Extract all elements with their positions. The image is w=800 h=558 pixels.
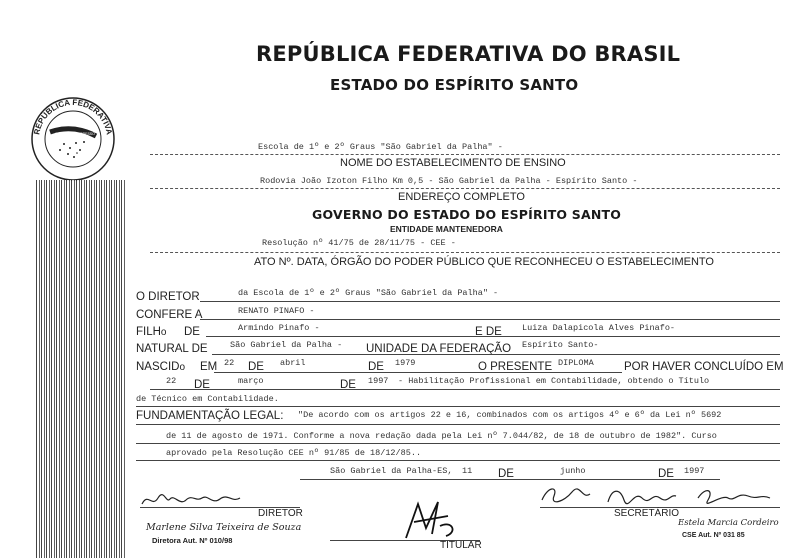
conclusion-year: 1997: [368, 376, 389, 386]
birth-de-label: DE: [248, 361, 264, 373]
school-address-label: ENDEREÇO COMPLETO: [398, 191, 525, 203]
issue-de2-label: DE: [658, 468, 674, 480]
school-name-line: [150, 154, 780, 155]
nascid-label: [136, 361, 185, 373]
security-stripe: [36, 180, 126, 558]
maintainer-name: GOVERNO DO ESTADO DO ESPÍRITO SANTO: [312, 207, 622, 222]
director-signature: [140, 490, 250, 515]
conclusion-line: [150, 389, 780, 390]
director-value: da Escola de 1º e 2º Graus "São Gabriel da Palha" -: [238, 288, 499, 298]
handwritten-signature-icon: [538, 482, 778, 510]
document-subtitle: ESTADO DO ESPÍRITO SANTO: [330, 76, 579, 94]
recognition-act-line: [150, 252, 780, 253]
conclusion-day: 22: [166, 376, 177, 386]
title-line: [136, 406, 780, 407]
natural-value: São Gabriel da Palha -: [230, 340, 343, 350]
legal-line-3: [136, 460, 780, 461]
mother-de-label: E DE: [475, 326, 502, 338]
recognition-act-value: Resolução nº 41/75 de 28/11/75 - CEE -: [262, 238, 456, 248]
legal-basis-label: FUNDAMENTAÇÃO LEGAL:: [136, 410, 284, 422]
birth-em-label: EM: [200, 361, 218, 373]
legal-basis-line-3: aprovado pela Resolução CEE nº 91/85 de 18/12/85..: [166, 448, 422, 458]
concluded-label: POR HAVER CONCLUÍDO EM: [624, 361, 784, 373]
director-sign-label: DIRETOR: [258, 508, 303, 519]
presente-label: O PRESENTE: [478, 361, 553, 373]
nascid-suffix: o: [179, 362, 186, 373]
school-name-label: NOME DO ESTABELECIMENTO DE ENSINO: [340, 157, 566, 169]
parents-line: [206, 336, 780, 337]
director-name: Marlene Silva Teixeira de Souza: [146, 522, 302, 533]
issue-de-label: DE: [498, 468, 514, 480]
filho-prefix: FILH: [136, 326, 161, 338]
school-name-value: Escola de 1º e 2º Graus "São Gabriel da Palha" -: [258, 142, 503, 152]
seal-icon: [30, 96, 116, 182]
document-type: DIPLOMA: [558, 358, 594, 368]
brazil-seal: [30, 96, 116, 182]
conclusion-de-label: DE: [194, 379, 210, 391]
natural-label: NATURAL DE: [136, 343, 208, 355]
document-title: REPÚBLICA FEDERATIVA DO BRASIL: [256, 42, 681, 66]
student-line: [200, 319, 780, 320]
date-line: [300, 479, 720, 480]
birth-month: abril: [280, 358, 306, 368]
birth-de2-label: DE: [368, 361, 384, 373]
school-address-value: Rodovia João Izoton Filho Km 0,5 - São Gabriel da Palha - Espírito Santo -: [260, 176, 638, 186]
filho-suffix: o: [160, 327, 167, 338]
course-name: - Habilitação Profissional em Contabilidade, obtendo o Título: [398, 376, 710, 386]
filho-de-label: DE: [184, 326, 200, 338]
titular-sign-label: TITULAR: [440, 540, 482, 551]
issue-year: 1997: [684, 466, 705, 476]
director-label: O DIRETOR: [136, 291, 200, 303]
natural-line: [212, 354, 780, 355]
legal-basis-line-1: "De acordo com os artigos 22 e 16, combinados com os artigos 4º e 6º da Lei nº 5692: [298, 410, 722, 420]
legal-line-2: [136, 443, 780, 444]
issue-month: junho: [560, 466, 586, 476]
secretary-sign-label: SECRETÁRIO: [614, 508, 680, 519]
director-registration: Diretora Aut. Nº 010/98: [152, 536, 233, 545]
student-name: RENATO PINAFO -: [238, 306, 315, 316]
secretary-registration: CSE Aut. Nº 031 85: [682, 532, 745, 539]
legal-basis-line-2: de 11 de agosto de 1971. Conforme a nova redação dada pela Lei nº 7.044/82, de 18 de outubro de 1982". Curso: [166, 431, 717, 441]
nascid-prefix: NASCID: [136, 361, 180, 373]
birth-line: [214, 372, 622, 373]
legal-line-1: [136, 424, 780, 425]
mother-name: Luiza Dalapicola Alves Pinafo-: [522, 323, 676, 333]
uf-label: UNIDADE DA FEDERAÇÃO: [366, 343, 512, 355]
issue-day: 11: [462, 466, 473, 476]
secretary-name: Estela Marcia Cordeiro: [678, 518, 779, 528]
handwritten-signature-icon: [396, 498, 466, 542]
birth-day: 22: [224, 358, 235, 368]
title-line-text: de Técnico em Contabilidade.: [136, 394, 279, 404]
conclusion-de2-label: DE: [340, 379, 356, 391]
director-line: [200, 301, 780, 302]
maintainer-label: ENTIDADE MANTENEDORA: [390, 224, 503, 234]
issue-place: São Gabriel da Palha-ES,: [330, 466, 453, 476]
father-name: Armindo Pinafo -: [238, 323, 320, 333]
seal-motto: ORDEM E PROGRESSO: [55, 132, 95, 136]
conclusion-month: março: [238, 376, 264, 386]
birth-year: 1979: [395, 358, 416, 368]
filho-label: [136, 326, 166, 338]
uf-value: Espírito Santo-: [522, 340, 599, 350]
school-address-line: [150, 188, 780, 189]
seal-text: REPÚBLICA FEDERATIVA: [32, 97, 114, 136]
recognition-act-label: ATO Nº. DATA, ÓRGÃO DO PODER PÚBLICO QUE RECONHECEU O ESTABELECIMENTO: [254, 256, 714, 268]
confers-label: CONFERE A: [136, 309, 203, 321]
